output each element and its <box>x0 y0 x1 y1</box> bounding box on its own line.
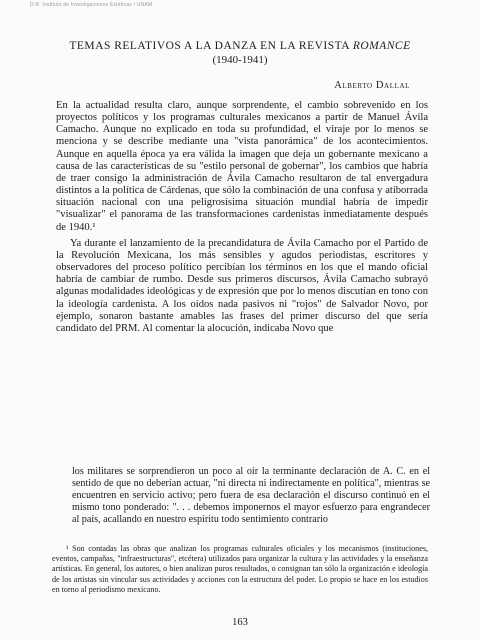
body-paragraph-1: En la actualidad resulta claro, aunque sorprendente, el cambio sobrevenido en los proyectos políticos y los programas culturales mexicanos a partir de Manuel Ávila Camacho. Aunque no explicado en toda su profundidad, el viraje por lo menos se menciona y se describe mediante una "vista panorámica" de los acontecimientos. Aunque en aquella época ya era válida la imagen que deja un gobernante mexicano a causa de las características de su "estilo personal de gobernar", los cambios que habría de traer consigo la administración de Ávila Camacho resultaron de tal envergadura distintos a la política de Cárdenas, que sólo la combinación de una confusa y atiborrada situación nacional con una peligrosísima situación mundial habría de impedir "visualizar" el panorama de las transformaciones cardenistas inmediatamente después de 1940.¹ <box>56 100 428 233</box>
block-quote <box>72 466 430 526</box>
page-number: 163 <box>232 617 248 628</box>
footnote <box>52 544 428 595</box>
source-header-strip: D.R. Instituto de Investigaciones Estéticas / UNAM <box>30 2 153 8</box>
article-title-prefix: TEMAS RELATIVOS A LA DANZA EN LA REVISTA <box>69 40 353 52</box>
author-name: Alberto Dallal <box>334 80 410 91</box>
footnote-text: ¹ Son contadas las obras que analizan los programas culturales oficiales y los mecanismos (instituciones, eventos, campañas, "infraestructuras", etcétera) utilizados para organizar la cultura y las actividades y la enseñanza artísticas. En general, los autores, o bien analizan puros resultados, o consignan tan sólo la organización e ideología de los artistas sin vincular sus actividades y acciones con la estructura del poder. Lo propio se hace en los estudios en torno al periodismo mexicano. <box>52 544 428 594</box>
journal-name: ROMANCE <box>352 40 411 52</box>
body-paragraph-2: Ya durante el lanzamiento de la precandidatura de Ávila Camacho por el Partido de la Revolución Mexicana, los más sensibles y agudos periodistas, escritores y observadores del proceso político percibían los términos en los que el mando oficial habría de cambiar de rumbo. Desde sus primeros discursos, Ávila Camacho subrayó algunas modalidades ideológicas y de expresión que por lo menos discutían en tono con la ideología cardenista. A los oídos nada pasivos ni "rojos" de Salvador Novo, por ejemplo, sonaron bastante amables las frases del primer discurso del que sería candidato del PRM. Al comentar la alocución, indicaba Novo que <box>56 237 428 334</box>
article-body <box>56 100 428 335</box>
article-years: (1940-1941) <box>212 54 268 66</box>
article-title <box>0 39 480 53</box>
block-quote-text: los militares se sorprendieron un poco al oír la terminante declaración de A. C. en el sentido de que no deberían actuar, "ni directa ni indirectamente en política", mientras se encuentren en servicio activo; pero fuera de esa declaración el discurso continuó en el mismo tono ponderado: ". . . debemos imponernos el mayor esfuerzo para engrandecer al país, acallando en nuestro espíritu todo sentimiento contrario <box>72 466 430 526</box>
